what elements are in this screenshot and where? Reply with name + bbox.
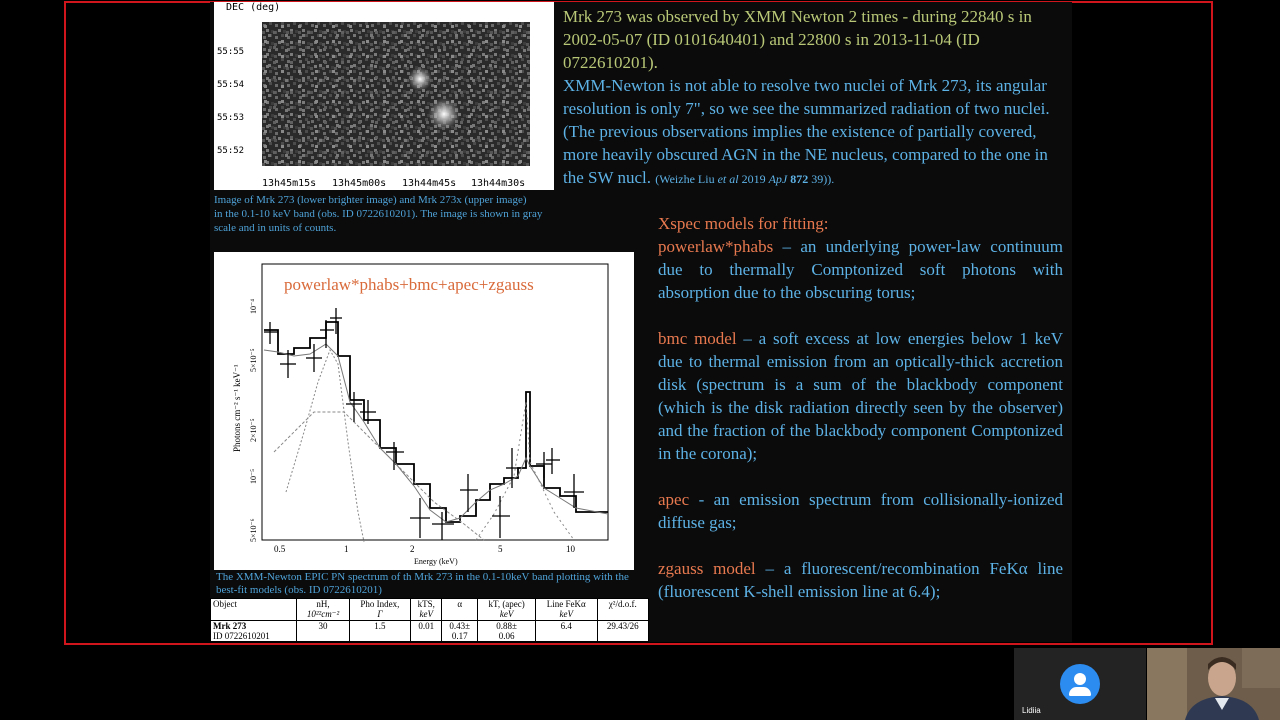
previous-obs-paragraph: (The previous observations implies the existence of partially covered, more heavily obscured AGN in the NE nucleus, compared to the one in the SW nucl. (Weizhe Liu et al 2019 ApJ 872 39)). [563,122,1048,187]
y-tick: 5×10⁻⁶ [249,518,258,542]
col-pho-index: Pho Index, Γ [349,599,411,621]
powerlaw-component-line [286,350,364,542]
x-tick: 0.5 [274,544,286,554]
dec-tick: 55:55 [217,47,245,57]
cell-kt-apec: 0.88± 0.06 [478,620,536,642]
sky-image-panel [214,2,554,190]
table-row [211,620,649,642]
col-object: Object [211,599,297,621]
x-tick: 1 [344,544,349,554]
y-axis-label: Photons cm⁻² s⁻¹ keV⁻¹ [232,364,242,452]
dec-axis-label: DEC (deg) [226,2,281,13]
resolution-paragraph: XMM-Newton is not able to resolve two nuclei of Mrk 273, its angular resolution is only 7", so we see the summarized radiation of two nuclei. [563,76,1050,118]
caption-line: in the 0.1-10 keV band (obs. ID 0722610201). The image is shown in gray scale and in units of counts. [214,208,543,234]
x-tick: 5 [498,544,503,554]
dec-tick: 55:53 [217,113,245,123]
ra-tick: 13h45m15s [262,178,317,189]
cell-kts: 0.01 [411,620,442,642]
cell-line-feka: 6.4 [536,620,598,642]
data-error-bars [264,308,584,540]
caption-line: Image of Mrk 273 (lower brighter image) and Mrk 273x (upper image) [214,194,527,206]
avatar [1060,664,1100,704]
observation-text [563,5,1068,191]
col-chi2: χ²/d.o.f. [597,599,648,621]
y-tick: 2×10⁻⁵ [249,418,258,442]
cell-pho-index: 1.5 [349,620,411,642]
participant-name: Lidiia [1022,706,1041,715]
cell-object: Mrk 273 ID 0722610201 [211,620,297,642]
xray-count-image [262,22,530,166]
model-bmc: bmc model – a soft excess at low energies below 1 keV due to thermal emission from an optically-thick accretion disk (spectrum is a sum of the blackbody component (which is the disk radiation directly seen by the observer) and the fraction of the blackbody component Comptonized in the corona); [658,329,1063,463]
y-tick: 10⁻⁵ [249,468,258,484]
cell-nh: 30 [297,620,349,642]
obs-paragraph: Mrk 273 was observed by XMM Newton 2 times - during 22840 s in 2002-05-07 (ID 0101640401) and 22800 s in 2013-11-04 (ID 0722610201). [563,7,1032,72]
best-fit-model-line [264,322,608,522]
col-kt-apec: kT, (apec) keV [478,599,536,621]
iron-line-component [476,402,574,540]
mrk273x-source [408,67,432,91]
user-icon [1074,673,1086,685]
cell-chi2: 29.43/26 [597,620,648,642]
model-powerlaw: powerlaw*phabs – an underlying power-law continuum due to thermally Comptonized soft photons with absorption due to the obscuring torus; [658,237,1063,302]
spectrum-model-title: powerlaw*phabs+bmc+apec+zgauss [284,275,534,294]
ra-tick: 13h45m00s [332,178,387,189]
model-apec: apec - an emission spectrum from collisionally-ionized diffuse gas; [658,490,1063,532]
col-line-feka: Line FeKα keV [536,599,598,621]
ra-tick: 13h44m45s [402,178,457,189]
xspec-models-list [658,212,1063,603]
mrk273-source [428,98,460,130]
participant-tile-lidiia[interactable] [1014,648,1146,720]
model-zgauss: zgauss model – a fluorescent/recombination FeKα line (fluorescent K-shell emission line at 6.4); [658,559,1063,601]
dec-tick: 55:54 [217,80,245,90]
x-axis-label: Energy (keV) [414,557,458,566]
spectrum-caption: The XMM-Newton EPIC PN spectrum of th Mrk 273 in the 0.1-10keV band plotting with the best-fit models (obs. ID 0722610201) [216,571,629,596]
fit-parameters-table [210,598,649,642]
x-tick: 10 [566,544,575,554]
participant-tile-speaker[interactable] [1147,648,1280,720]
citation: (Weizhe Liu et al 2019 ApJ 872 39)). [655,172,835,186]
y-tick: 10⁻⁴ [249,298,258,314]
sky-image-caption [214,193,544,235]
cell-alpha: 0.43± 0.17 [442,620,478,642]
ra-tick: 13h44m30s [471,178,526,189]
speaker-video [1147,648,1280,720]
col-alpha: α [442,599,478,621]
x-tick: 2 [410,544,415,554]
models-heading: Xspec models for fitting: [658,214,829,233]
col-nh: nH, 10²²cm⁻² [297,599,349,621]
soft-component-line [274,412,484,540]
table-header-row [211,599,649,621]
model-component-line [264,344,608,522]
spectrum-plot-panel [214,252,634,570]
col-kts: kTS, keV [411,599,442,621]
dec-tick: 55:52 [217,146,245,156]
y-tick: 5×10⁻⁵ [249,348,258,372]
